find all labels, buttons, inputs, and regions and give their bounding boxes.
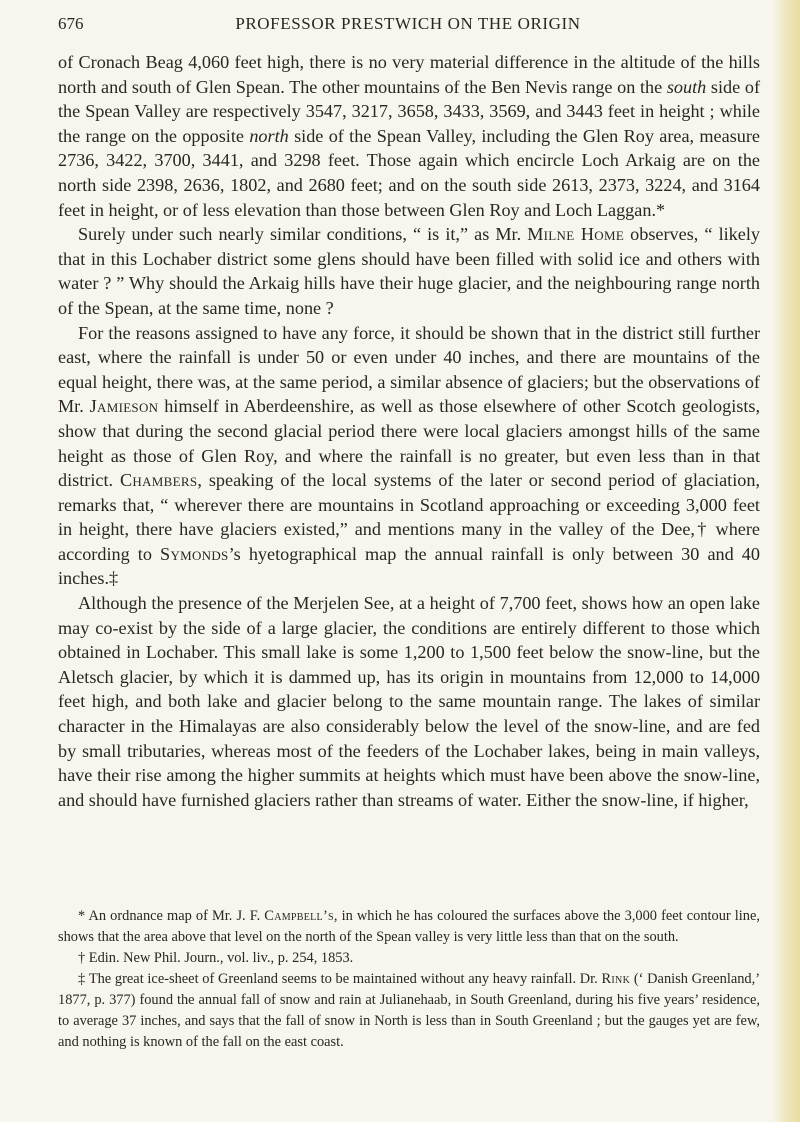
page-number: 676 (58, 14, 84, 33)
emphasis-north: north (249, 125, 289, 146)
paragraph-1 (58, 50, 760, 222)
text-run: For the reasons assigned to have any force, it should be shown that in the district still further east, where the rainfall is under 50 or even under 40 inches, and there are mountains of the equal height, there was, at the same period, a similar absence of glaciers; but the observations of Mr. (58, 322, 760, 417)
footnote-3 (58, 969, 760, 1053)
paragraph-2 (58, 222, 760, 320)
text-run: ‡ The great ice-sheet of Greenland seems to be maintained without any heavy rainfall. Dr. (78, 971, 602, 987)
text-run: of Cronach Beag 4,060 feet high, there is no very material difference in the altitude of the hills north and south of Glen Spean. The other mountains of the Ben Nevis range on the (58, 52, 760, 97)
author-name: Chambers (119, 470, 198, 491)
author-name: Milne Home (527, 224, 625, 245)
paragraph-4: Although the presence of the Merjelen See, at a height of 7,700 feet, shows how an open lake may co-exist by the side of a large glacier, the conditions are entirely different to those which obtained in Lochaber. This small lake is some 1,200 to 1,500 feet below the snow-line, but the Aletsch glacier, by which it is dammed up, has its origin in mountains from 12,000 to 14,000 feet high, and both lake and glacier belong to the same mountain range. The lakes of similar character in the Himalayas are also considerably below the level of the snow-line, and are fed by small tributaries, whereas most of the feeders of the Lochaber lakes, being in main valleys, have their rise among the higher summits at heights which must have been above the snow-line, and should have furnished glaciers rather than streams of water. Either the snow-line, if higher, (58, 593, 760, 810)
footnote-2: † Edin. New Phil. Journ., vol. liv., p. 254, 1853. (78, 950, 354, 966)
text-run: side of the Spean Valley are respectively 3547, 3217, 3658, 3433, 3569, and 3443 feet in height ; while the range on the opposite (58, 76, 760, 146)
text-run: himself in Aberdeenshire, as well as those elsewhere of other Scotch geologists, show that during the second glacial period there were local glaciers amongst hills of the same height as those of Glen Roy, and where the rainfall is no greater, but even less than in that district. (58, 396, 760, 491)
text-run: ’s hyetographical map the annual rainfall is only between 30 and 40 inches.‡ (58, 543, 760, 589)
text-run: , in which he has coloured the surfaces above the 3,000 feet contour line, shows that the area above that level on the north of the Spean valley is very little less than that on the south. (58, 908, 760, 945)
text-run: (‘ Danish Greenland,’ 1877, p. 377) found the annual fall of snow and rain at Julianehaab, in South Greenland, during his five years’ residence, to average 37 inches, and says that the fall of snow in North is less than in South Greenland ; but the gauges yet are few, and nothing is known of the fall on the east coast. (58, 971, 760, 1050)
text-run: * An ordnance map of Mr. J. F. (78, 908, 265, 924)
running-head: PROFESSOR PRESTWICH ON THE ORIGIN (235, 14, 581, 33)
body-text (58, 50, 760, 812)
author-name: Symonds (160, 543, 229, 564)
text-run: observes, “ likely that in this Lochaber district some glens should have been filled with solid ice and others with water ? ” Why should the Arkaig hills have their huge glacier, and the neighbouring range north of the Spean, at the same time, none ? (58, 224, 760, 318)
page-edge-shading (772, 0, 800, 1122)
author-name: Jamieson (89, 396, 159, 417)
text-run: Surely under such nearly similar conditions, “ is it,” as Mr. (78, 224, 528, 245)
footnote-1 (58, 906, 760, 948)
page-header (58, 14, 758, 40)
author-name: Rink (601, 971, 631, 987)
paragraph-3 (58, 321, 760, 592)
author-name: Campbell’s (264, 908, 334, 924)
footnotes (58, 906, 760, 1053)
text-run: side of the Spean Valley, including the Glen Roy area, measure 2736, 3422, 3700, 3441, and 3298 feet. Those again which encircle Loch Arkaig are on the north side 2398, 2636, 1802, and 2680 feet; and on the south side 2613, 2373, 3224, and 3164 feet in height, or of less elevation than those between Glen Roy and Loch Laggan.* (58, 125, 760, 220)
text-run: , speaking of the local systems of the later or second period of glaciation, remarks that, “ wherever there are mountains in Scotland approaching or exceeding 3,000 feet in height, there have glaciers existed,” and mentions many in the valley of the Dee,† where according to (58, 470, 761, 564)
emphasis-south: south (666, 76, 707, 97)
